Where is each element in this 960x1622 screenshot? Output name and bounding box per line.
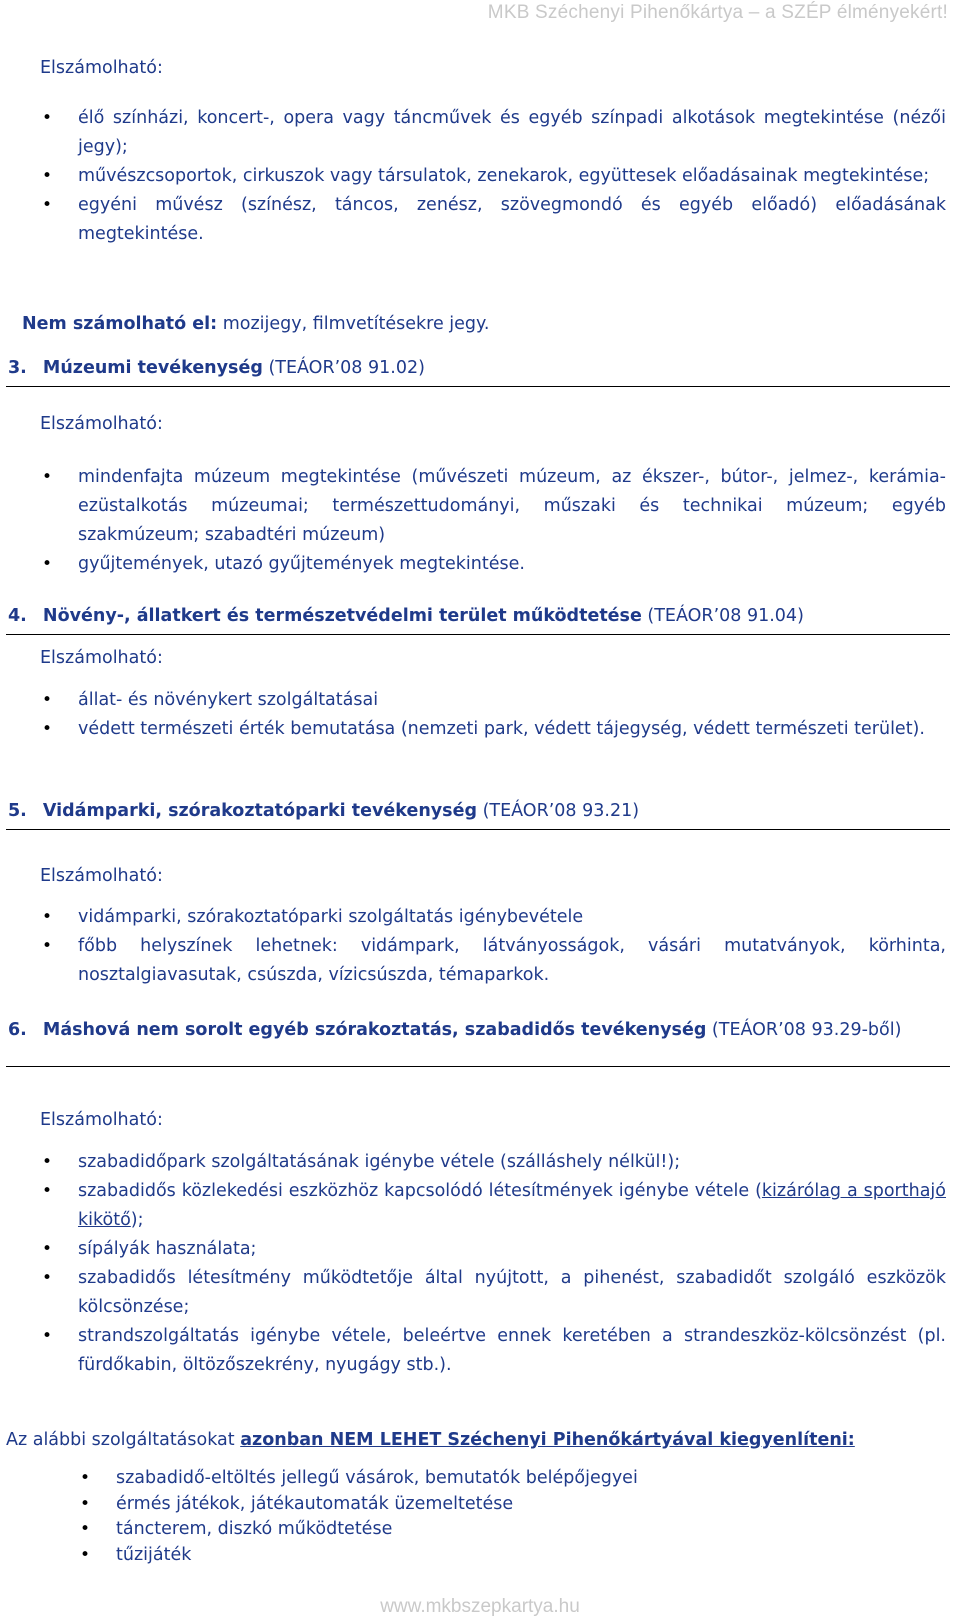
section-title: Múzeumi tevékenység [42, 358, 263, 378]
eligible-label: Elszámolható: [40, 414, 163, 434]
section-code: (TEÁOR’08 93.29-ből) [706, 1020, 902, 1040]
section-number: 5. [8, 801, 27, 821]
eligible-list [78, 1148, 946, 1380]
section-4-heading [8, 606, 804, 626]
list-item: • tűzijáték [116, 1543, 946, 1569]
section-6-heading [8, 1018, 952, 1043]
list-item: • főbb helyszínek lehetnek: vidámpark, látványosságok, vásári mutatványok, körhinta, nosztalgiavasutak, csúszda, vízicsúszda, témaparkok. [78, 932, 946, 990]
list-item: • szabadidőpark szolgáltatásának igénybe vétele (szálláshely nélkül!); [78, 1148, 946, 1177]
list-item: • művészcsoportok, cirkuszok vagy társulatok, zenekarok, együttesek előadásainak megtekintése; [78, 162, 946, 191]
item-text-after: ); [130, 1210, 144, 1230]
exclusion-intro [6, 1426, 950, 1454]
not-allowed-label: Nem számolható el: [22, 314, 218, 334]
underlined-text: kizárólag a sporthajó kikötő [78, 1181, 946, 1230]
section-title: Máshová nem sorolt egyéb szórakoztatás, szabadidős tevékenység [42, 1020, 707, 1040]
section-title: Növény-, állatkert és természetvédelmi terület működtetése [42, 606, 642, 626]
section-number: 3. [8, 358, 27, 378]
list-item: • sípályák használata; [78, 1235, 946, 1264]
page-footer: www.mkbszepkartya.hu [380, 1596, 580, 1617]
section-code: (TEÁOR’08 91.04) [641, 606, 804, 626]
list-item: • egyéni művész (színész, táncos, zenész, szövegmondó és egyéb előadó) előadásának megtekintése. [78, 191, 946, 249]
list-item: • állat- és növénykert szolgáltatásai [78, 686, 946, 715]
list-item: • szabadidő-eltöltés jellegű vásárok, bemutatók belépőjegyei [116, 1466, 946, 1492]
section-3-heading [8, 358, 425, 378]
section-rule [6, 1066, 950, 1067]
list-item: • strandszolgáltatás igénybe vétele, beleértve ennek keretében a strandeszköz-kölcsönzést (pl. fürdőkabin, öltözőszekrény, nyugágy stb.). [78, 1322, 946, 1380]
not-allowed-text: mozijegy, filmvetítésekre jegy. [217, 314, 490, 334]
not-allowed-note [22, 310, 489, 338]
list-item: • vidámparki, szórakoztatóparki szolgáltatás igénybevétele [78, 903, 946, 932]
eligible-list [78, 903, 946, 990]
list-item: • táncterem, diszkó működtetése [116, 1517, 946, 1543]
exclusion-emphasis: azonban NEM LEHET Széchenyi Pihenőkártyával kiegyenlíteni: [240, 1430, 855, 1450]
eligible-label: Elszámolható: [40, 1110, 163, 1130]
list-item: • védett természeti érték bemutatása (nemzeti park, védett tájegység, védett természeti terület). [78, 715, 946, 744]
item-text: szabadidős közlekedési eszközhöz kapcsolódó létesítmények igénybe vétele ( [78, 1181, 762, 1201]
section-rule [6, 386, 950, 387]
section-code: (TEÁOR’08 91.02) [262, 358, 425, 378]
section-5-heading [8, 801, 639, 821]
list-item: • élő színházi, koncert-, opera vagy táncművek és egyéb színpadi alkotások megtekintése (nézői jegy); [78, 104, 946, 162]
eligible-label: Elszámolható: [40, 866, 163, 886]
exclusion-list [116, 1466, 946, 1568]
section-code: (TEÁOR’08 93.21) [477, 801, 640, 821]
list-item: • gyűjtemények, utazó gyűjtemények megtekintése. [78, 550, 946, 579]
list-item: • szabadidős létesítmény működtetője által nyújtott, a pihenést, szabadidőt szolgáló eszközök kölcsönzése; [78, 1264, 946, 1322]
eligible-label: Elszámolható: [40, 648, 163, 668]
eligible-list [78, 686, 946, 744]
section-number: 6. [8, 1020, 27, 1040]
list-item: • mindenfajta múzeum megtekintése (művészeti múzeum, az ékszer-, bútor-, jelmez-, kerámia-ezüstalkotás múzeumai; természettudományi, műszaki és technikai múzeum; egyéb szakmúzeum; szabadtéri múzeum) [78, 463, 946, 550]
list-item: • érmés játékok, játékautomaták üzemeltetése [116, 1492, 946, 1518]
page-header: MKB Széchenyi Pihenőkártya – a SZÉP élményekért! [487, 2, 948, 23]
section-number: 4. [8, 606, 27, 626]
list-item [78, 1177, 946, 1235]
eligible-label: Elszámolható: [40, 58, 163, 78]
eligible-list [78, 463, 946, 579]
eligible-list [78, 104, 946, 249]
section-rule [6, 634, 950, 635]
section-rule [6, 829, 950, 830]
section-title: Vidámparki, szórakoztatóparki tevékenység [42, 801, 477, 821]
exclusion-intro-text: Az alábbi szolgáltatásokat [6, 1430, 241, 1450]
